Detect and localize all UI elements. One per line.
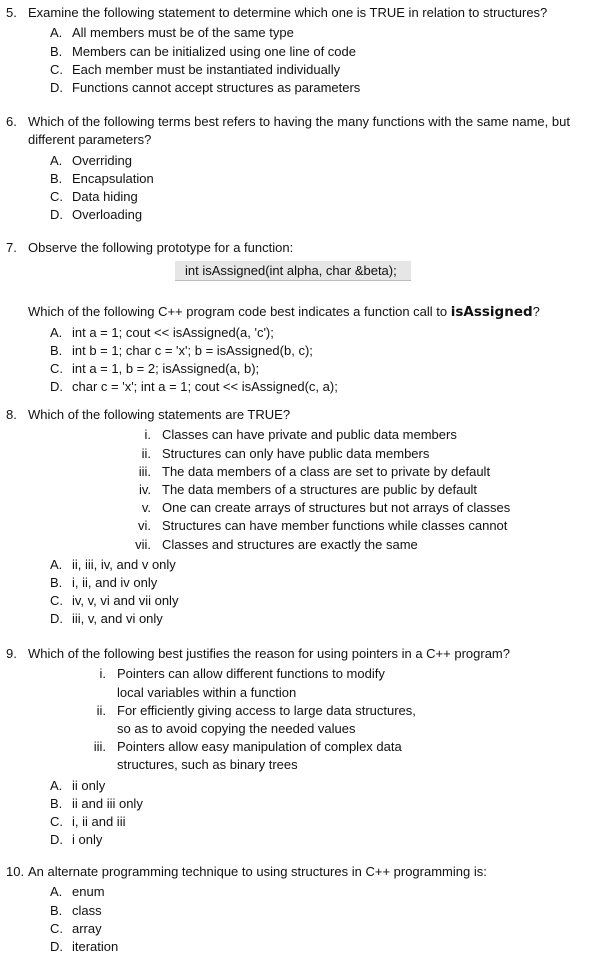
option-letter: A. bbox=[50, 152, 63, 168]
option-d bbox=[0, 831, 613, 849]
statement-text: Pointers allow easy manipulation of complex data bbox=[117, 739, 402, 755]
statement-iii bbox=[0, 463, 613, 481]
statement-text: The data members of a class are set to private by default bbox=[162, 463, 491, 479]
option-letter: D. bbox=[50, 832, 63, 848]
answer-options bbox=[0, 152, 613, 225]
statement-text: so as to avoid copying the needed values bbox=[117, 721, 356, 737]
answer-options bbox=[0, 777, 613, 850]
option-letter: B. bbox=[50, 902, 63, 918]
question-number: 10. bbox=[6, 864, 25, 879]
option-letter: B. bbox=[50, 171, 63, 187]
question-number: 8. bbox=[6, 407, 17, 422]
question-number: 5. bbox=[6, 5, 17, 20]
statement-iii-continued bbox=[0, 756, 613, 774]
option-a bbox=[0, 777, 613, 795]
statement-text: local variables within a function bbox=[117, 684, 297, 700]
option-c bbox=[0, 360, 613, 378]
option-letter: D. bbox=[50, 611, 63, 627]
question-9 bbox=[0, 645, 613, 849]
statement-v bbox=[0, 499, 613, 517]
question-stem-secondary bbox=[0, 303, 613, 321]
statement-text: Classes can have private and public data members bbox=[162, 427, 457, 443]
statement-numeral: ii. bbox=[141, 445, 151, 461]
option-text: Overloading bbox=[72, 207, 143, 223]
option-text: Overriding bbox=[72, 152, 132, 168]
question-text: Which of the following best justifies the reason for using pointers in a C++ program? bbox=[28, 646, 510, 661]
option-text: Each member must be instantiated individually bbox=[72, 61, 341, 77]
question-5 bbox=[0, 4, 613, 97]
option-text: ii only bbox=[72, 777, 106, 793]
option-letter: C. bbox=[50, 920, 63, 936]
question-stem bbox=[0, 239, 613, 257]
option-text: int a = 1, b = 2; isAssigned(a, b); bbox=[72, 361, 260, 377]
option-c bbox=[0, 61, 613, 79]
statement-iii bbox=[0, 738, 613, 756]
option-letter: B. bbox=[50, 795, 63, 811]
statement-ii bbox=[0, 702, 613, 720]
question-stem bbox=[0, 113, 613, 150]
statement-numeral: iii. bbox=[93, 739, 106, 755]
option-letter: C. bbox=[50, 61, 63, 77]
answer-options bbox=[0, 883, 613, 956]
statement-text: For efficiently giving access to large data structures, bbox=[117, 702, 416, 718]
statement-text: structures, such as binary trees bbox=[117, 757, 298, 773]
option-text: ii, iii, iv, and v only bbox=[72, 556, 176, 572]
option-letter: A. bbox=[50, 884, 63, 900]
option-text: class bbox=[72, 902, 102, 918]
option-letter: C. bbox=[50, 361, 63, 377]
option-b bbox=[0, 795, 613, 813]
option-letter: C. bbox=[50, 189, 63, 205]
option-letter: D. bbox=[50, 207, 63, 223]
option-d bbox=[0, 206, 613, 224]
question-text: Which of the following statements are TRUE? bbox=[28, 407, 291, 422]
statement-i bbox=[0, 426, 613, 444]
option-b bbox=[0, 170, 613, 188]
option-letter: C. bbox=[50, 593, 63, 609]
option-b bbox=[0, 902, 613, 920]
option-letter: B. bbox=[50, 343, 63, 359]
option-letter: C. bbox=[50, 814, 63, 830]
prototype-box bbox=[0, 261, 613, 281]
option-text: Encapsulation bbox=[72, 171, 154, 187]
option-text: iv, v, vi and vii only bbox=[72, 593, 179, 609]
function-prototype: int isAssigned(int alpha, char &beta); bbox=[175, 261, 411, 281]
option-text: i only bbox=[72, 832, 103, 848]
statement-numeral: i. bbox=[99, 666, 106, 682]
option-text: i, ii and iii bbox=[72, 814, 126, 830]
statement-text: Structures can only have public data members bbox=[162, 445, 430, 461]
option-d bbox=[0, 938, 613, 956]
option-text: int b = 1; char c = 'x'; b = isAssigned(b, c); bbox=[72, 343, 313, 359]
question-8 bbox=[0, 406, 613, 629]
statement-ii-continued bbox=[0, 720, 613, 738]
option-a bbox=[0, 152, 613, 170]
statement-numeral: i. bbox=[144, 427, 151, 443]
answer-options bbox=[0, 24, 613, 97]
option-c bbox=[0, 592, 613, 610]
option-text: i, ii, and iv only bbox=[72, 575, 158, 591]
option-d bbox=[0, 79, 613, 97]
option-letter: B. bbox=[50, 43, 63, 59]
statement-vii bbox=[0, 536, 613, 554]
statement-text: Structures can have member functions while classes cannot bbox=[162, 518, 508, 534]
option-text: char c = 'x'; int a = 1; cout << isAssigned(c, a); bbox=[72, 379, 338, 395]
option-c bbox=[0, 920, 613, 938]
statement-numeral: v. bbox=[141, 500, 151, 516]
option-b bbox=[0, 43, 613, 61]
statement-numeral: vii. bbox=[135, 536, 151, 552]
option-text: All members must be of the same type bbox=[72, 25, 294, 41]
statement-iv bbox=[0, 481, 613, 499]
statement-list bbox=[0, 426, 613, 553]
option-text: Data hiding bbox=[72, 189, 138, 205]
question-text-before: Which of the following C++ program code best indicates a function call to bbox=[28, 304, 451, 320]
option-b bbox=[0, 574, 613, 592]
option-text: iii, v, and vi only bbox=[72, 611, 163, 627]
option-d bbox=[0, 610, 613, 628]
answer-options bbox=[0, 324, 613, 397]
option-text: array bbox=[72, 920, 102, 936]
option-a bbox=[0, 324, 613, 342]
statement-vi bbox=[0, 517, 613, 535]
question-stem bbox=[0, 645, 613, 663]
option-a bbox=[0, 24, 613, 42]
option-a bbox=[0, 556, 613, 574]
option-letter: D. bbox=[50, 80, 63, 96]
question-stem bbox=[0, 4, 613, 22]
option-text: enum bbox=[72, 884, 105, 900]
statement-list bbox=[0, 665, 613, 774]
statement-i-continued bbox=[0, 684, 613, 702]
statement-ii bbox=[0, 445, 613, 463]
option-b bbox=[0, 342, 613, 360]
answer-options bbox=[0, 556, 613, 629]
question-number: 9. bbox=[6, 646, 17, 661]
option-letter: A. bbox=[50, 777, 63, 793]
option-d bbox=[0, 378, 613, 396]
option-letter: B. bbox=[50, 575, 63, 591]
statement-text: One can create arrays of structures but not arrays of classes bbox=[162, 500, 511, 516]
statement-numeral: vi. bbox=[138, 518, 151, 534]
option-letter: D. bbox=[50, 939, 63, 955]
question-10 bbox=[0, 863, 613, 956]
question-7 bbox=[0, 239, 613, 397]
question-number: 6. bbox=[6, 114, 17, 129]
statement-numeral: ii. bbox=[96, 702, 106, 718]
option-letter: A. bbox=[50, 324, 63, 340]
option-c bbox=[0, 813, 613, 831]
option-a bbox=[0, 883, 613, 901]
statement-text: Classes and structures are exactly the same bbox=[162, 536, 418, 552]
option-text: int a = 1; cout << isAssigned(a, 'c'); bbox=[72, 324, 274, 340]
statement-numeral: iv. bbox=[138, 482, 151, 498]
option-letter: D. bbox=[50, 379, 63, 395]
option-letter: A. bbox=[50, 556, 63, 572]
statement-numeral: iii. bbox=[138, 463, 151, 479]
option-c bbox=[0, 188, 613, 206]
question-6 bbox=[0, 113, 613, 225]
question-text: Examine the following statement to determine which one is TRUE in relation to structures? bbox=[28, 5, 548, 20]
option-text: iteration bbox=[72, 939, 119, 955]
function-name-keyword: isAssigned bbox=[450, 304, 533, 321]
statement-i bbox=[0, 665, 613, 683]
question-stem bbox=[0, 406, 613, 424]
question-text: Which of the following terms best refers to having the many functions with the same name, but different parameters? bbox=[28, 114, 570, 148]
question-number: 7. bbox=[6, 240, 17, 255]
option-text: ii and iii only bbox=[72, 795, 143, 811]
question-text: An alternate programming technique to using structures in C++ programming is: bbox=[28, 864, 487, 879]
question-text: Observe the following prototype for a function: bbox=[28, 240, 294, 255]
statement-text: The data members of a structures are public by default bbox=[162, 482, 478, 498]
question-stem bbox=[0, 863, 613, 881]
option-text: Functions cannot accept structures as parameters bbox=[72, 80, 361, 96]
question-text-after: ? bbox=[532, 304, 540, 320]
option-letter: A. bbox=[50, 25, 63, 41]
option-text: Members can be initialized using one line of code bbox=[72, 43, 357, 59]
statement-text: Pointers can allow different functions to modify bbox=[117, 666, 385, 682]
